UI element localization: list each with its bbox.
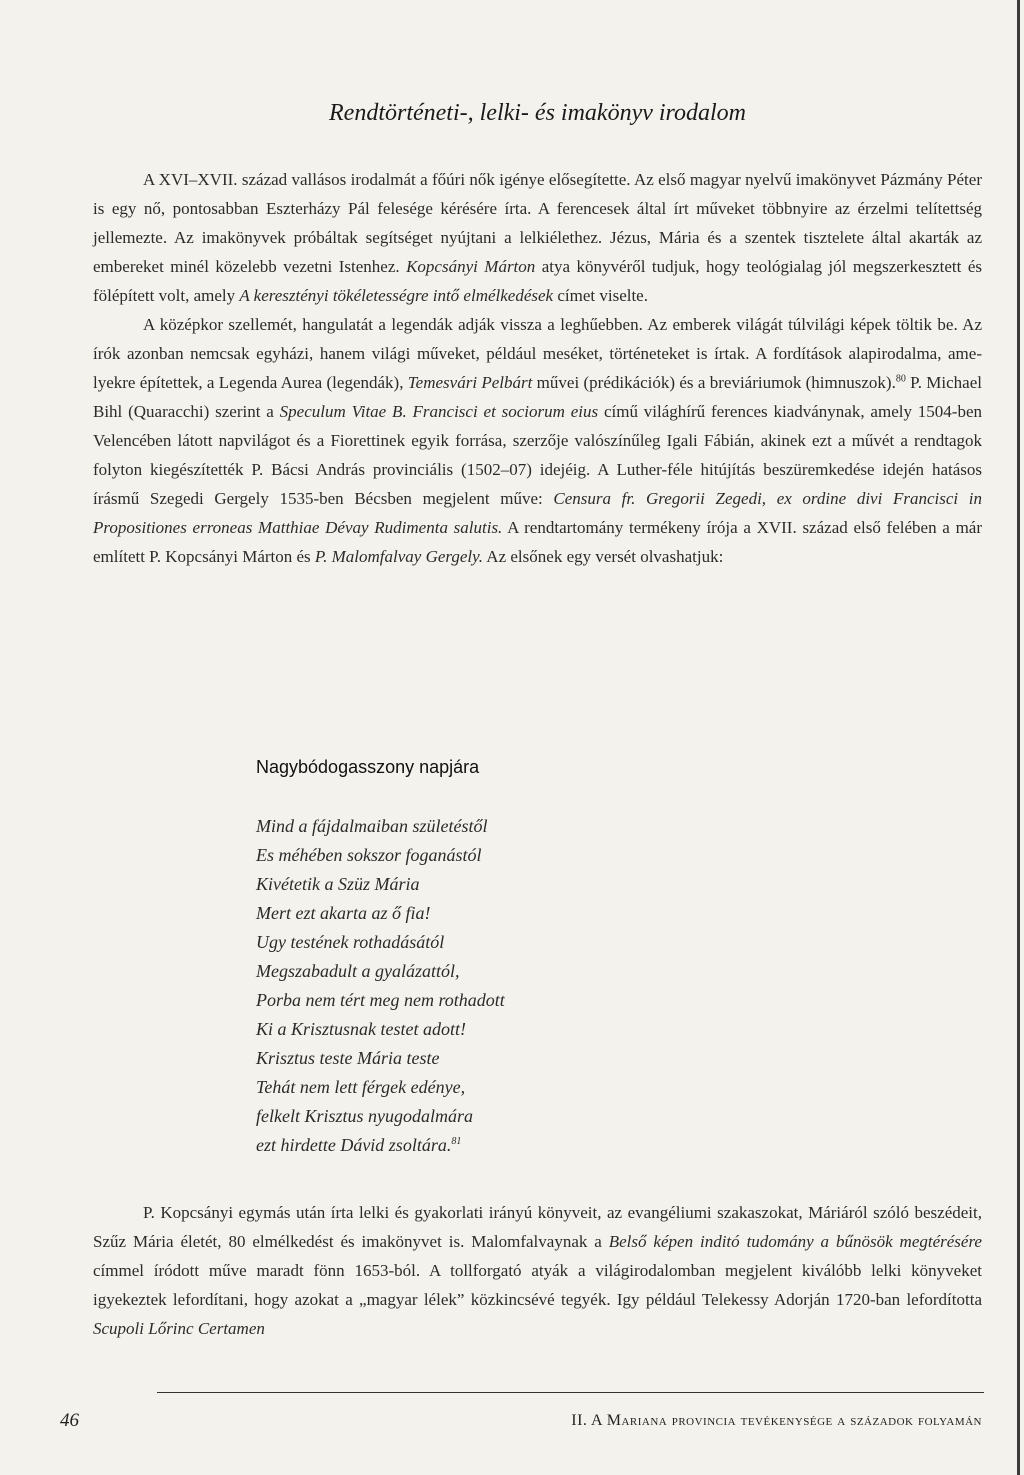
poem-line: Porba nem tért meg nem rothadott bbox=[256, 990, 505, 1010]
italic-name: Scupoli Lőrinc Certamen bbox=[93, 1319, 265, 1338]
text-run: A középkor szellemét, hangulatát a legendák adják vissza a leghűebben. Az emberek világát túlvilági képek töltik be. Az írók azonban nemcsak egyházi, hanem világi műveket, például meséket, történeteket is írtak. A fordítások alapirodalma, ame-lyekre építettek, a Legenda Aurea (legendák), bbox=[93, 315, 982, 392]
poem bbox=[256, 812, 816, 1160]
poem-line: Megszabadult a gyalázattól, bbox=[256, 961, 460, 981]
text-run: A XVI–XVII. század vallásos irodalmát a főúri nők igénye elősegítette. Az első magyar nyelvű imakönyvet Pázmány Péter is egy nő, pontosabban Eszterházy Pál felesége kérésére írta. A ferencesek által írt műveket többnyire az érzelmi telítettség jellemezte. Az imakönyvek próbáltak segítséget nyújtani a lelkiélethez. Jézus, Mária és a szentek tisztelete által akarták az embereket minél közelebb vezetni Istenhez. bbox=[93, 170, 982, 276]
body-text-lower bbox=[93, 1198, 982, 1343]
paragraph-3 bbox=[93, 1198, 982, 1343]
italic-book-title: Belső képen inditó tudomány a bűnösök megtérésére bbox=[608, 1232, 982, 1251]
paragraph-1 bbox=[93, 165, 982, 310]
page-edge-line bbox=[1017, 0, 1020, 1475]
body-text-upper bbox=[93, 165, 982, 571]
footnote-ref-80[interactable]: 80 bbox=[895, 373, 906, 385]
poem-line: Ugy testének rothadásától bbox=[256, 932, 445, 952]
poem-line: Krisztus teste Mária teste bbox=[256, 1048, 440, 1068]
text-run: Az elsőnek egy versét olvashatjuk: bbox=[483, 547, 724, 566]
text-run: címet viselte. bbox=[553, 286, 648, 305]
footnote-ref-81[interactable]: 81 bbox=[451, 1136, 462, 1147]
italic-book-title: A keresztényi tökéletességre intő elmélkedések bbox=[239, 286, 554, 305]
italic-name: P. Malomfalvay Gergely. bbox=[314, 547, 483, 566]
running-footer-title: II. A Mariana provincia tevékenysége a századok folyamán bbox=[571, 1412, 982, 1429]
text-run: P. Michael Bihl (Quaracchi) szerint a bbox=[93, 373, 982, 421]
section-title: Rendtörténeti-, lelki- és imakönyv irodalom bbox=[329, 100, 746, 126]
poem-line: Tehát nem lett férgek edénye, bbox=[256, 1077, 466, 1097]
poem-line: Mind a fájdalmaiban születéstől bbox=[256, 816, 488, 836]
paragraph-2 bbox=[93, 310, 982, 571]
text-run: című világhírű ferences kiadványnak, amely 1504-ben Velencében látott napvilágot és a Fiorettinek egyik forrása, szerzője valószínűleg Igali Fábián, akinek ezt a művét a rendtagok folyton kiegészítették P. Bácsi András provinciális (1502–07) idejéig. A Luther-féle hitújítás beszüremkedése idején hatásos írásmű Szegedi Gergely 1535-ben Bécsben megjelent műve: bbox=[93, 402, 983, 508]
footer-rule bbox=[157, 1392, 984, 1393]
italic-name: Temesvári Pelbárt bbox=[407, 373, 533, 392]
poem-line-text: ezt hirdette Dávid zsoltára. bbox=[256, 1135, 452, 1155]
poem-line: Ki a Krisztusnak testet adott! bbox=[256, 1019, 467, 1039]
italic-name: Kopcsányi Márton bbox=[406, 257, 536, 276]
text-run: atya könyvéről tudjuk, hogy teológialag jól megszerkesztett és fölépített volt, amely bbox=[93, 257, 982, 305]
poem-line: Kivétetik a Szüz Mária bbox=[256, 874, 420, 894]
poem-title: Nagybódogasszony napjára bbox=[256, 757, 480, 777]
poem-line: Mert ezt akarta az ő fia! bbox=[256, 903, 431, 923]
poem-line: felkelt Krisztus nyugodalmára bbox=[256, 1106, 473, 1126]
italic-book-title: Censura fr. Gregorii Zegedi, ex ordine divi Francisci in Propositiones erroneas Matthiae Dévay Rudimenta salutis. bbox=[93, 489, 982, 537]
text-run: A rendtartomány termékeny írója a XVII. század első felében a már említett P. Kopcsányi Márton és bbox=[93, 518, 982, 566]
text-run: címmel íródott műve maradt fönn 1653-ból. A tollforgató atyák a világirodalomban megjelent kiválóbb lelki könyveket igyekeztek lefordítani, hogy azokat a „magyar lélek” közkincsévé tegyék. Igy például Telekessy Adorján 1720-ban lefordította bbox=[93, 1261, 982, 1309]
italic-book-title: Speculum Vitae B. Francisci et sociorum eius bbox=[279, 402, 599, 421]
text-run: P. Kopcsányi egymás után írta lelki és gyakorlati irányú könyveit, az evangéliumi szakaszokat, Máriáról szóló beszédeit, Szűz Mária életét, 80 elmélkedést és imakönyvet is. Malomfalvaynak a bbox=[93, 1203, 982, 1251]
poem-line-last bbox=[256, 1131, 816, 1160]
page-number: 46 bbox=[60, 1410, 79, 1431]
poem-line: Es méhében sokszor foganástól bbox=[256, 845, 482, 865]
text-run: művei (prédikációk) és a breviáriumok (himnuszok). bbox=[532, 373, 896, 392]
